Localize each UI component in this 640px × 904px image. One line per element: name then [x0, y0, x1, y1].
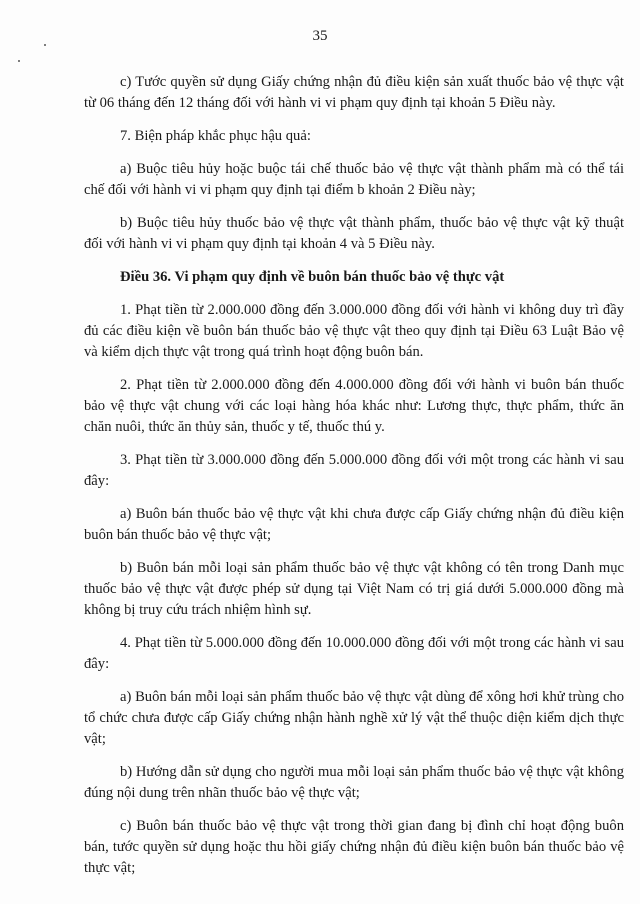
paragraph-6c: c) Tước quyền sử dụng Giấy chứng nhận đủ điều kiện sản xuất thuốc bảo vệ thực vật từ 06 tháng đến 12 tháng đối với hành vi vi phạm quy định tại khoản 5 Điều này. [84, 74, 624, 111]
clause-3: 3. Phạt tiền từ 3.000.000 đồng đến 5.000.000 đồng đối với một trong các hành vi sau đây: [84, 452, 624, 489]
clause-1: 1. Phạt tiền từ 2.000.000 đồng đến 3.000.000 đồng đối với hành vi không duy trì đầy đủ các điều kiện về buôn bán thuốc bảo vệ thực vật theo quy định tại Điều 63 Luật Bảo vệ và kiểm dịch thực vật trong quá trình hoạt động buôn bán. [84, 302, 624, 360]
clause-3b: b) Buôn bán mỗi loại sản phẩm thuốc bảo vệ thực vật không có tên trong Danh mục thuốc bảo vệ thực vật được phép sử dụng tại Việt Nam có trị giá dưới 5.000.000 đồng mà không bị truy cứu trách nhiệm hình sự. [84, 560, 624, 618]
paragraph-7a: a) Buộc tiêu hủy hoặc buộc tái chế thuốc bảo vệ thực vật thành phẩm mà có thể tái chế đối với hành vi vi phạm quy định tại điểm b khoản 2 Điều này; [84, 161, 624, 198]
clause-4a: a) Buôn bán mỗi loại sản phẩm thuốc bảo vệ thực vật dùng để xông hơi khử trùng cho tổ chức chưa được cấp Giấy chứng nhận hành nghề xử lý vật thể thuộc diện kiểm dịch thực vật; [84, 689, 624, 747]
document-body [84, 72, 624, 891]
clause-3a: a) Buôn bán thuốc bảo vệ thực vật khi chưa được cấp Giấy chứng nhận đủ điều kiện buôn bán thuốc bảo vệ thực vật; [84, 506, 624, 543]
clause-4c: c) Buôn bán thuốc bảo vệ thực vật trong thời gian đang bị đình chỉ hoạt động buôn bán, tước quyền sử dụng hoặc thu hồi giấy chứng nhận đủ điều kiện buôn bán thuốc bảo vệ thực vật; [84, 818, 624, 876]
page-number: 35 [312, 28, 328, 44]
clause-4: 4. Phạt tiền từ 5.000.000 đồng đến 10.000.000 đồng đối với một trong các hành vi sau đây: [84, 635, 624, 672]
scan-speck [18, 60, 20, 62]
paragraph-7: 7. Biện pháp khắc phục hậu quả: [120, 128, 311, 144]
clause-4b: b) Hướng dẫn sử dụng cho người mua mỗi loại sản phẩm thuốc bảo vệ thực vật không đúng nội dung trên nhãn thuốc bảo vệ thực vật; [84, 764, 624, 801]
clause-2: 2. Phạt tiền từ 2.000.000 đồng đến 4.000.000 đồng đối với hành vi buôn bán thuốc bảo vệ thực vật chung với các loại hàng hóa khác như: Lương thực, thực phẩm, thức ăn chăn nuôi, thức ăn thủy sản, thuốc y tế, thuốc thú y. [84, 377, 624, 435]
article-heading: Điều 36. Vi phạm quy định về buôn bán thuốc bảo vệ thực vật [120, 269, 505, 285]
paragraph-7b: b) Buộc tiêu hủy thuốc bảo vệ thực vật thành phẩm, thuốc bảo vệ thực vật kỹ thuật đối với hành vi vi phạm quy định tại khoản 4 và 5 Điều này. [84, 215, 624, 252]
